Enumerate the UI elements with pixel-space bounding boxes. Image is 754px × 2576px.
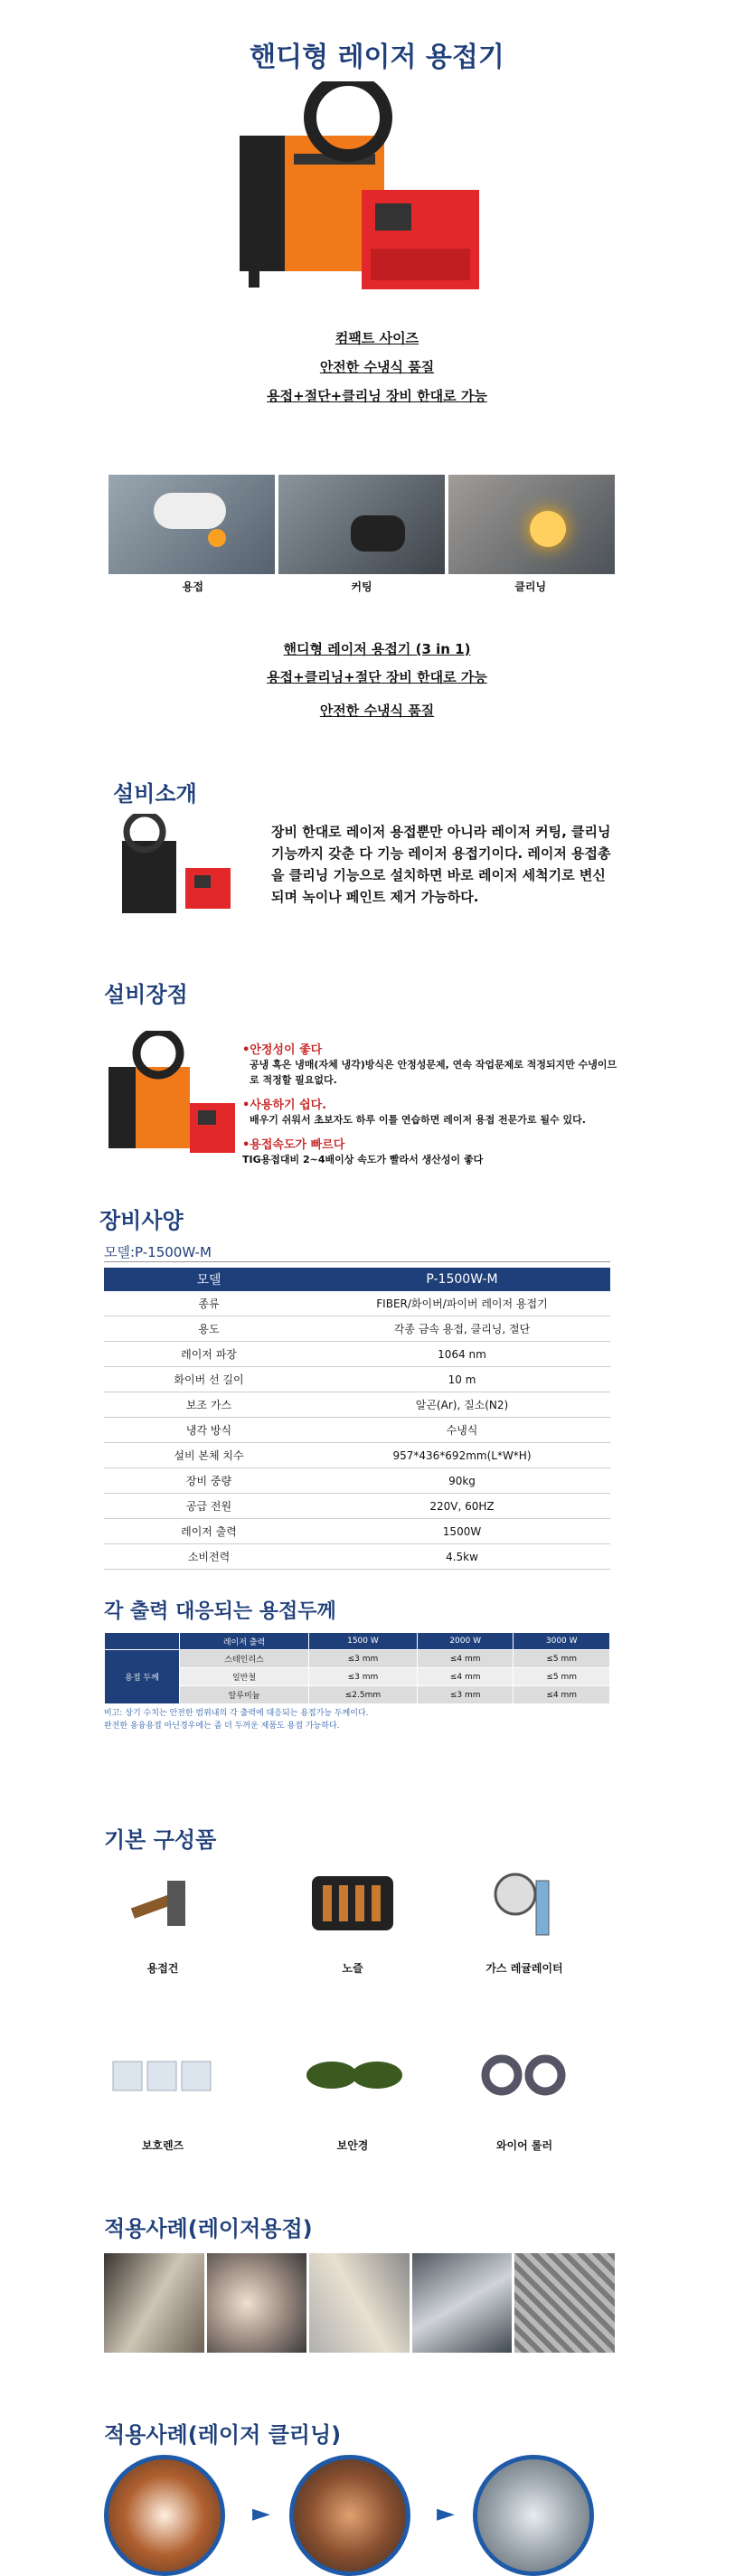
spec-header: P-1500W-M xyxy=(314,1268,610,1291)
spec-key: 장비 중량 xyxy=(104,1468,314,1494)
section-title-components: 기본 구성품 xyxy=(104,1827,217,1853)
thk-header: 2000 W xyxy=(417,1633,514,1650)
thk-cell: 일반철 xyxy=(180,1668,309,1686)
table-row xyxy=(105,1668,610,1686)
mode-photos xyxy=(108,475,615,574)
summary-block xyxy=(0,639,754,720)
spec-value: 알곤(Ar), 질소(N2) xyxy=(314,1392,610,1418)
thk-row-label: 용접 두께 xyxy=(105,1650,180,1704)
thk-cell: 스테인리스 xyxy=(180,1650,309,1668)
table-row xyxy=(105,1686,610,1704)
mode-labels xyxy=(108,579,615,594)
cleaning-before-photo xyxy=(104,2455,225,2576)
spec-key: 종류 xyxy=(104,1291,314,1316)
section-title-intro: 설비소개 xyxy=(113,781,197,807)
thk-header xyxy=(105,1633,180,1650)
table-row xyxy=(105,1650,610,1668)
intro-machine-image xyxy=(113,814,240,922)
table-row xyxy=(104,1468,610,1494)
mode-label: 커팅 xyxy=(351,580,372,593)
thk-cell: ≤3 mm xyxy=(309,1668,418,1686)
section-title-advantages: 설비장점 xyxy=(104,982,188,1007)
thk-cell: ≤5 mm xyxy=(514,1668,610,1686)
wire-roller-icon xyxy=(466,2043,583,2107)
adv-body: 공냉 혹은 냉매(자체 냉각)방식은 안정성문제, 연속 작업문제로 적정되지만 수냉이므로 적정할 필요없다. xyxy=(250,1059,617,1086)
thk-header: 레이저 출력 xyxy=(180,1633,309,1650)
component-label: 노즐 xyxy=(342,1962,363,1975)
component-label: 보안경 xyxy=(336,2139,369,2152)
spec-key: 용도 xyxy=(104,1316,314,1342)
intro-description: 장비 한대로 레이저 용접뿐만 아니라 레이저 커팅, 클리닝 기능까지 갖춘 다 기능 레이저 용접기이다. 레이저 용접총을 클리닝 기능으로 설치하면 바로 레이저 세척기로 변신되며 녹이나 페인트 제거 가능하다. xyxy=(271,824,611,905)
cutting-photo xyxy=(278,475,445,574)
thk-header: 1500 W xyxy=(309,1633,418,1650)
arrow-right-icon: ► xyxy=(252,2500,270,2527)
spec-value: 1500W xyxy=(314,1519,610,1544)
table-row xyxy=(104,1342,610,1367)
gas-regulator-icon xyxy=(466,1863,583,1944)
spec-value: 10 m xyxy=(314,1367,610,1392)
thk-cell: 알루미늄 xyxy=(180,1686,309,1704)
thk-cell: ≤4 mm xyxy=(514,1686,610,1704)
safety-goggles-icon xyxy=(294,2043,411,2107)
spec-value: 90kg xyxy=(314,1468,610,1494)
nozzle-icon xyxy=(294,1863,411,1944)
welding-photo xyxy=(108,475,275,574)
thk-cell: ≤2.5mm xyxy=(309,1686,418,1704)
cleaning-after-photo xyxy=(473,2455,594,2576)
note-line: 비고: 상기 수치는 안전한 범위내의 각 출력에 대응되는 용접가능 두께이다. xyxy=(104,1709,369,1718)
table-row xyxy=(104,1494,610,1519)
table-row xyxy=(104,1392,610,1418)
component-label: 와이어 롤러 xyxy=(495,2139,553,2152)
table-row xyxy=(104,1418,610,1443)
adv-body: 배우기 쉬워서 초보자도 하루 이틀 연습하면 레이저 용접 전문가로 될수 있다. xyxy=(250,1114,586,1126)
adv-machine-image xyxy=(104,1031,240,1175)
thk-cell: ≤4 mm xyxy=(417,1668,514,1686)
cleaning-during-photo xyxy=(289,2455,410,2576)
component-label: 용접건 xyxy=(146,1962,179,1975)
weld-example-gallery xyxy=(104,2253,615,2353)
spec-value: 1064 nm xyxy=(314,1342,610,1367)
adv-head: •사용하기 쉽다. xyxy=(242,1099,327,1112)
weld-example-photo xyxy=(412,2253,513,2353)
intro-line: 안전한 수냉식 품질 xyxy=(319,359,435,375)
intro-line: 컴팩트 사이즈 xyxy=(335,330,419,346)
table-row xyxy=(104,1291,610,1316)
thk-header: 3000 W xyxy=(514,1633,610,1650)
adv-head: •용접속도가 빠르다 xyxy=(242,1138,345,1152)
spec-key: 공급 전원 xyxy=(104,1494,314,1519)
thk-cell: ≤3 mm xyxy=(309,1650,418,1668)
section-title-spec: 장비사양 xyxy=(99,1208,184,1233)
thk-cell: ≤3 mm xyxy=(417,1686,514,1704)
cleaning-example-gallery xyxy=(104,2455,610,2569)
spec-key: 보조 가스 xyxy=(104,1392,314,1418)
spec-header: 모델 xyxy=(104,1268,314,1291)
weld-example-photo xyxy=(514,2253,615,2353)
welding-gun-icon xyxy=(104,1863,221,1944)
spec-key: 화이버 선 길이 xyxy=(104,1367,314,1392)
cleaning-photo xyxy=(448,475,615,574)
section-title-thickness: 각 출력 대응되는 용접두께 xyxy=(104,1600,336,1623)
model-line: 모델:P-1500W-M xyxy=(104,1242,610,1262)
weld-example-photo xyxy=(104,2253,204,2353)
spec-value: 각종 금속 용접, 클리닝, 절단 xyxy=(314,1316,610,1342)
mode-label: 클리닝 xyxy=(514,580,547,593)
arrow-right-icon: ► xyxy=(437,2500,455,2527)
section-title-cleaning-examples: 적용사례(레이저 클리닝) xyxy=(104,2422,342,2448)
weld-example-photo xyxy=(309,2253,410,2353)
summary-line: 핸디형 레이저 용접기 (3 in 1) xyxy=(283,641,471,657)
spec-value: 220V, 60HZ xyxy=(314,1494,610,1519)
spec-value: FIBER/화이버/파이버 레이저 용접기 xyxy=(314,1291,610,1316)
spec-key: 냉각 방식 xyxy=(104,1418,314,1443)
spec-key: 소비전력 xyxy=(104,1544,314,1570)
page-title: 핸디형 레이저 용접기 xyxy=(250,42,504,73)
table-row xyxy=(104,1544,610,1570)
protective-lens-icon xyxy=(104,2043,221,2107)
thickness-table xyxy=(104,1632,610,1704)
table-row xyxy=(104,1443,610,1468)
advantages-list xyxy=(242,1040,617,1167)
thk-cell: ≤4 mm xyxy=(417,1650,514,1668)
mode-label: 용접 xyxy=(182,580,203,593)
component-label: 보호렌즈 xyxy=(141,2139,184,2152)
spec-key: 레이저 파장 xyxy=(104,1342,314,1367)
spec-value: 수냉식 xyxy=(314,1418,610,1443)
intro-block xyxy=(0,328,754,405)
intro-line: 용접+절단+클리닝 장비 한대로 가능 xyxy=(267,388,487,404)
summary-line: 안전한 수냉식 품질 xyxy=(319,703,435,719)
weld-example-photo xyxy=(207,2253,307,2353)
hero-machine-image xyxy=(221,81,533,316)
table-row xyxy=(104,1316,610,1342)
spec-key: 레이저 출력 xyxy=(104,1519,314,1544)
spec-value: 4.5kw xyxy=(314,1544,610,1570)
thk-cell: ≤5 mm xyxy=(514,1650,610,1668)
table-row xyxy=(104,1367,610,1392)
component-label: 가스 레귤레이터 xyxy=(485,1962,563,1975)
section-title-weld-examples: 적용사례(레이저용접) xyxy=(104,2216,313,2241)
note-line: 완전한 용융용접 아닌경우에는 좀 더 두꺼운 제품도 용접 가능하다. xyxy=(104,1722,340,1731)
table-row xyxy=(104,1519,610,1544)
adv-body: TIG용접대비 2~4배이상 속도가 빨라서 생산성이 좋다 xyxy=(242,1154,484,1165)
summary-line: 용접+클리닝+절단 장비 한대로 가능 xyxy=(267,669,487,685)
spec-key: 설비 본체 치수 xyxy=(104,1443,314,1468)
adv-head: •안정성이 좋다 xyxy=(242,1043,323,1057)
components-grid xyxy=(104,1863,610,2224)
thickness-notes xyxy=(104,1707,368,1732)
spec-table xyxy=(104,1268,610,1570)
spec-value: 957*436*692mm(L*W*H) xyxy=(314,1443,610,1468)
